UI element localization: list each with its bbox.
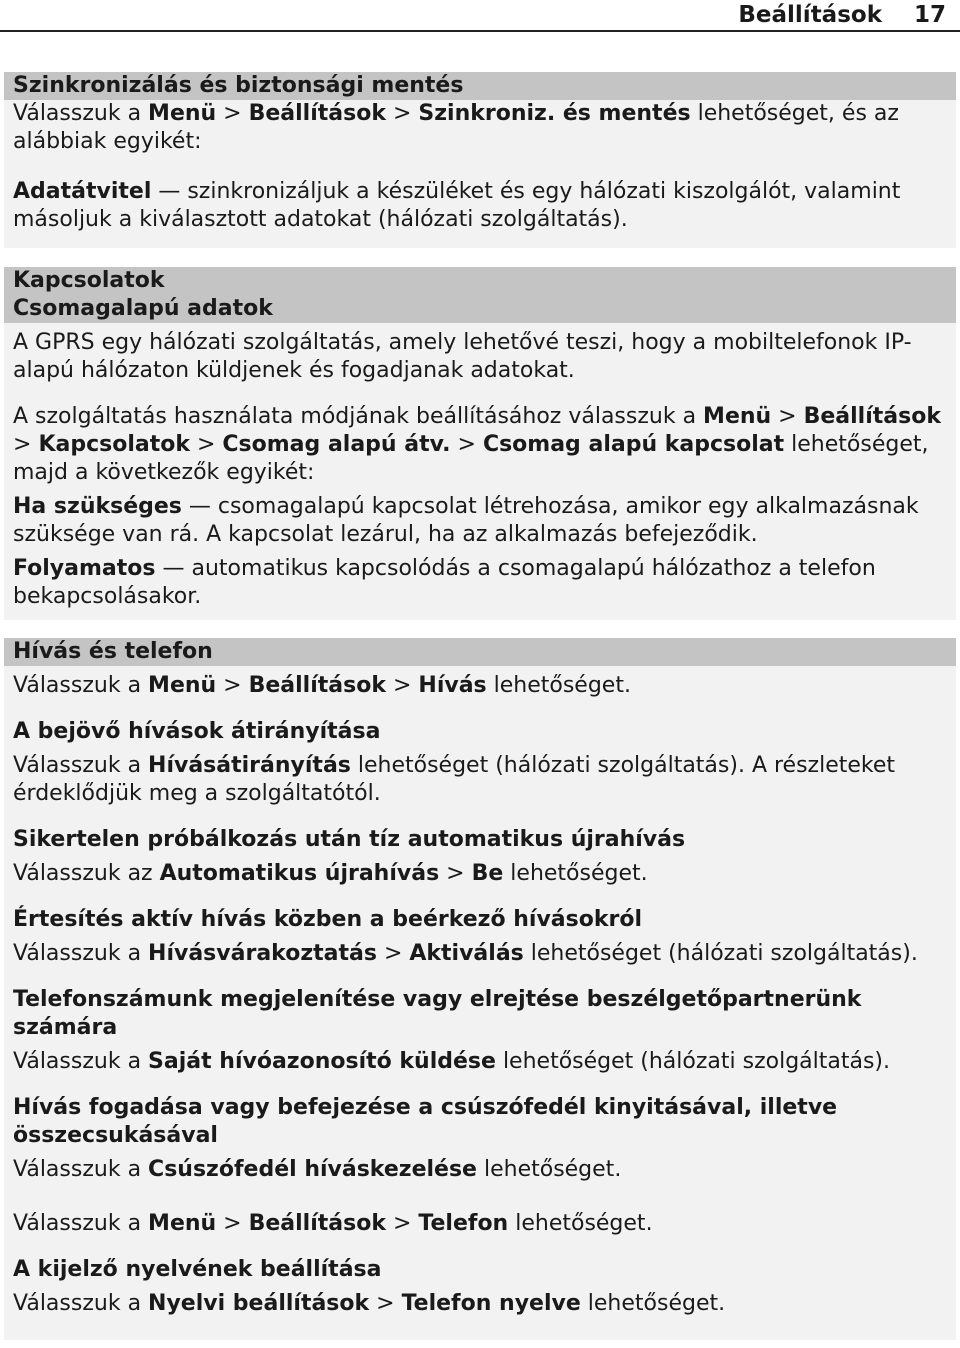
phone-instruction: Válasszuk a Menü > Beállítások > Telefon lehetőséget. — [13, 1211, 653, 1236]
running-title: Beállítások — [738, 2, 882, 28]
option-always-online: Folyamatos — automatikus kapcsolódás a csomagalapú hálózathoz a telefon bekapcsolásakor. — [13, 556, 876, 609]
slide-handling-title: Hívás fogadása vagy befejezése a csúszófedél kinyitásával, illetve összecsukásával — [13, 1095, 838, 1148]
sync-section — [4, 72, 956, 248]
caller-id-title: Telefonszámunk megjelenítése vagy elrejtése beszélgetőpartnerünk számára — [13, 987, 862, 1040]
call-heading: Hívás és telefon — [4, 638, 956, 666]
display-language-title: A kijelző nyelvének beállítása — [13, 1257, 382, 1282]
sync-instruction: Válasszuk a Menü > Beállítások > Szinkroniz. és mentés lehetőséget, és az alábbiak egyikét: — [13, 101, 899, 154]
phone-section — [4, 1188, 956, 1340]
call-instruction: Válasszuk a Menü > Beállítások > Hívás lehetőséget. — [13, 673, 631, 698]
call-forwarding-title: A bejövő hívások átirányítása — [13, 719, 381, 744]
call-section — [4, 638, 956, 1188]
sync-option-data-transfer: Adatátvitel — szinkronizáljuk a készüléket és egy hálózati kiszolgálót, valamint másoljuk a kiválasztott adatokat (hálózati szolgáltatás). — [13, 179, 901, 232]
gprs-description: A GPRS egy hálózati szolgáltatás, amely lehetővé teszi, hogy a mobiltelefonok IP-alapú hálózaton küldjenek és fogadjanak adatokat. — [13, 330, 912, 383]
page-number: 17 — [913, 2, 946, 28]
option-when-needed: Ha szükséges — csomagalapú kapcsolat létrehozása, amikor egy alkalmazásnak szüksége van rá. A kapcsolat lezárul, ha az alkalmazás befejeződik. — [13, 494, 919, 547]
auto-redial-title: Sikertelen próbálkozás után tíz automatikus újrahívás — [13, 827, 686, 852]
caller-id-text: Válasszuk a Saját hívóazonosító küldése lehetőséget (hálózati szolgáltatás). — [13, 1049, 891, 1074]
packet-data-subheading: Csomagalapú adatok — [4, 295, 956, 323]
sync-heading: Szinkronizálás és biztonsági mentés — [4, 72, 956, 100]
connections-section — [4, 267, 956, 620]
call-waiting-text: Válasszuk a Hívásvárakoztatás > Aktiválás lehetőséget (hálózati szolgáltatás). — [13, 941, 918, 966]
slide-handling-text: Válasszuk a Csúszófedél híváskezelése lehetőséget. — [13, 1157, 622, 1182]
page-header — [0, 0, 960, 32]
auto-redial-text: Válasszuk az Automatikus újrahívás > Be lehetőséget. — [13, 861, 648, 886]
connections-heading: Kapcsolatok — [4, 267, 956, 295]
display-language-text: Válasszuk a Nyelvi beállítások > Telefon nyelve lehetőséget. — [13, 1291, 726, 1316]
packet-data-instruction: A szolgáltatás használata módjának beállításához válasszuk a Menü > Beállítások > Kapcsolatok > Csomag alapú átv. > Csomag alapú kapcsolat lehetőséget, majd a következők egyikét: — [13, 404, 941, 485]
call-forwarding-text: Válasszuk a Hívásátirányítás lehetőséget (hálózati szolgáltatás). A részleteket érdeklődjük meg a szolgáltatótól. — [13, 753, 896, 806]
call-waiting-title: Értesítés aktív hívás közben a beérkező hívásokról — [13, 907, 642, 932]
